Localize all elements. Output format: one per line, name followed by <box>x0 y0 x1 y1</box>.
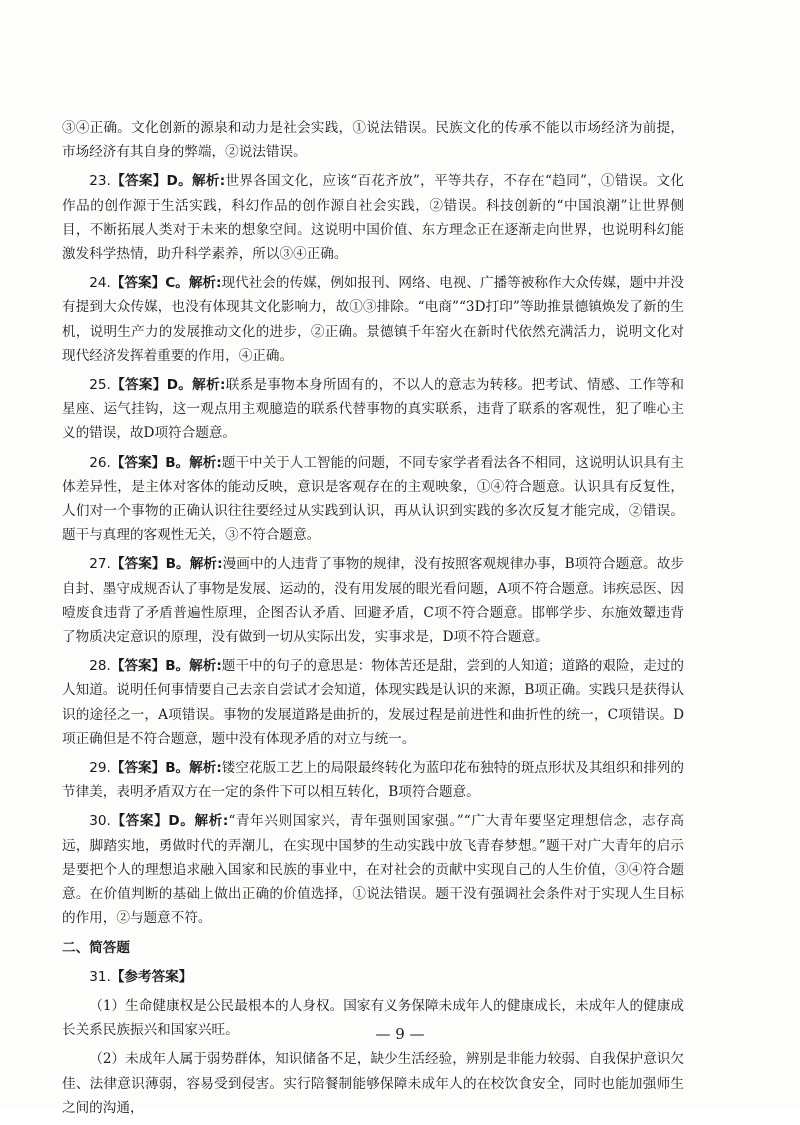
answer-label: 【答案】B。解析: <box>110 454 222 471</box>
item-number: 27. <box>89 556 111 573</box>
section-heading: 二、简答题 <box>62 939 130 956</box>
answer-label: 【答案】D。解析: <box>110 173 226 190</box>
answer-item-23 <box>62 169 684 266</box>
answer-item-28 <box>62 654 684 751</box>
answer-item-30 <box>62 809 684 930</box>
paragraph-continuation: ③④正确。文化创新的源泉和动力是社会实践，①说法错误。民族文化的传承不能以市场经济为前提，市场经济有其自身的弊端，②说法错误。 <box>62 120 684 161</box>
explanation-text: 漫画中的人违背了事物的规律，没有按照客观规律办事，B项符合题意。故步自封、墨守成规否认了事物是发展、运动的，没有用发展的眼光看问题，A项不符合题意。讳疾忌医、因噎废食违背了矛盾普遍性原理，企图否认矛盾、回避矛盾，C项不符合题意。邯郸学步、东施效颦违背了物质决定意识的原理，没有做到一切从实际出发，实事求是，D项不符合题意。 <box>62 556 684 646</box>
item-number: 29. <box>89 760 111 777</box>
answer-item-26 <box>62 451 684 548</box>
item-number: 25. <box>89 377 111 394</box>
page-number: — 9 — <box>375 1025 425 1043</box>
answer-label: 【答案】B。解析: <box>110 556 223 573</box>
item-number: 23. <box>89 173 111 190</box>
answer-item-27 <box>62 552 684 649</box>
item-number: 31. <box>89 968 111 985</box>
answer-item-31 <box>62 965 684 989</box>
explanation-text: 题干中的句子的意思是：物体苦还是甜，尝到的人知道；道路的艰险，走过的人知道。说明任何事情要自己去亲自尝试才会知道，体现实践是认识的来源，B项正确。实践只是获得认识的途径之一，A项错误。事物的发展道路是曲折的，发展过程是前进性和曲折性的统一，C项错误。D项正确但是不符合题意，题中没有体现矛盾的对立与统一。 <box>62 658 684 747</box>
answer-point-2: （2）未成年人属于弱势群体，知识储备不足，缺少生活经验，辨别是非能力较弱、自我保护意识欠佳、法律意识薄弱，容易受到侵害。实行陪餐制能够保障未成年人的在校饮食安全，同时也能加强师生之间的沟通， <box>62 1051 684 1116</box>
explanation-text: 镂空花版工艺上的局限最终转化为蓝印花布独特的斑点形状及其组织和排列的节律美，表明矛盾双方在一定的条件下可以相互转化，B项符合题意。 <box>62 760 684 801</box>
explanation-text: 联系是事物本身所固有的，不以人的意志为转移。把考试、情感、工作等和星座、运气挂钩，这一观点用主观臆造的联系代替事物的真实联系，违背了联系的客观性，犯了唯心主义的错误，故D项符合题意。 <box>62 377 684 442</box>
explanation-text: 现代社会的传媒，例如报刊、网络、电视、广播等被称作大众传媒，题中并没有提到大众传媒，也没有体现其文化影响力，故①③排除。“电商”“3D打印”等助推景德镇焕发了新的生机，说明生产力的发展推动文化的进步，②正确。景德镇千年窑火在新时代依然充满活力，说明文化对现代经济发挥着重要的作用，④正确。 <box>62 275 685 364</box>
answer-label: 【参考答案】 <box>110 968 193 985</box>
answer-label: 【答案】D。解析: <box>110 377 226 394</box>
explanation-text: 题干中关于人工智能的问题，不同专家学者看法各不相同，这说明认识具有主体差异性，是主体对客体的能动反映，意识是客观存在的主观映象，①④符合题意。认识具有反复性，人们对一个事物的正确认识往往要经过从实践到认识，再从认识到实践的多次反复才能完成，②错误。题干与真理的客观性无关，③不符合题意。 <box>62 454 684 544</box>
item-number: 24. <box>89 275 111 292</box>
item-number: 28. <box>89 658 111 675</box>
answer-point-1: （1）生命健康权是公民最根本的人身权。国家有义务保障未成年人的健康成长，未成年人的健康成长关系民族振兴和国家兴旺。 <box>62 997 684 1039</box>
answer-label: 【答案】D。解析: <box>110 813 229 830</box>
item-number: 30. <box>89 813 111 830</box>
answer-item-24 <box>62 271 684 368</box>
answer-label: 【答案】B。解析: <box>110 760 222 777</box>
answer-content <box>62 116 684 1125</box>
answer-item-25 <box>62 373 684 446</box>
answer-item-29 <box>62 756 684 804</box>
answer-label: 【答案】B。解析: <box>110 658 222 675</box>
explanation-text: 世界各国文化，应该“百花齐放”，平等共存，不存在“趋同”，①错误。文化作品的创作源于生活实践，科幻作品的创作源自社会实践，②错误。科技创新的“中国浪潮”让世界侧目，不断拓展人类对于未来的想象空间。这说明中国价值、东方理念正在逐渐走向世界，也说明科幻能激发科学热情，助升科学素养，所以③④正确。 <box>62 173 684 263</box>
answer-label: 【答案】C。解析: <box>110 275 222 292</box>
item-number: 26. <box>89 454 111 471</box>
explanation-text: “青年兴则国家兴，青年强则国家强。”“广大青年要坚定理想信念，志存高远，脚踏实地，勇做时代的弄潮儿，在实现中国梦的生动实践中放飞青春梦想。”题干对广大青年的启示是要把个人的理想追求融入国家和民族的事业中，在对社会的贡献中实现自己的人生价值，③④符合题意。在价值判断的基础上做出正确的价值选择，①说法错误。题干没有强调社会条件对于实现人生目标的作用，②与题意不符。 <box>62 813 684 927</box>
